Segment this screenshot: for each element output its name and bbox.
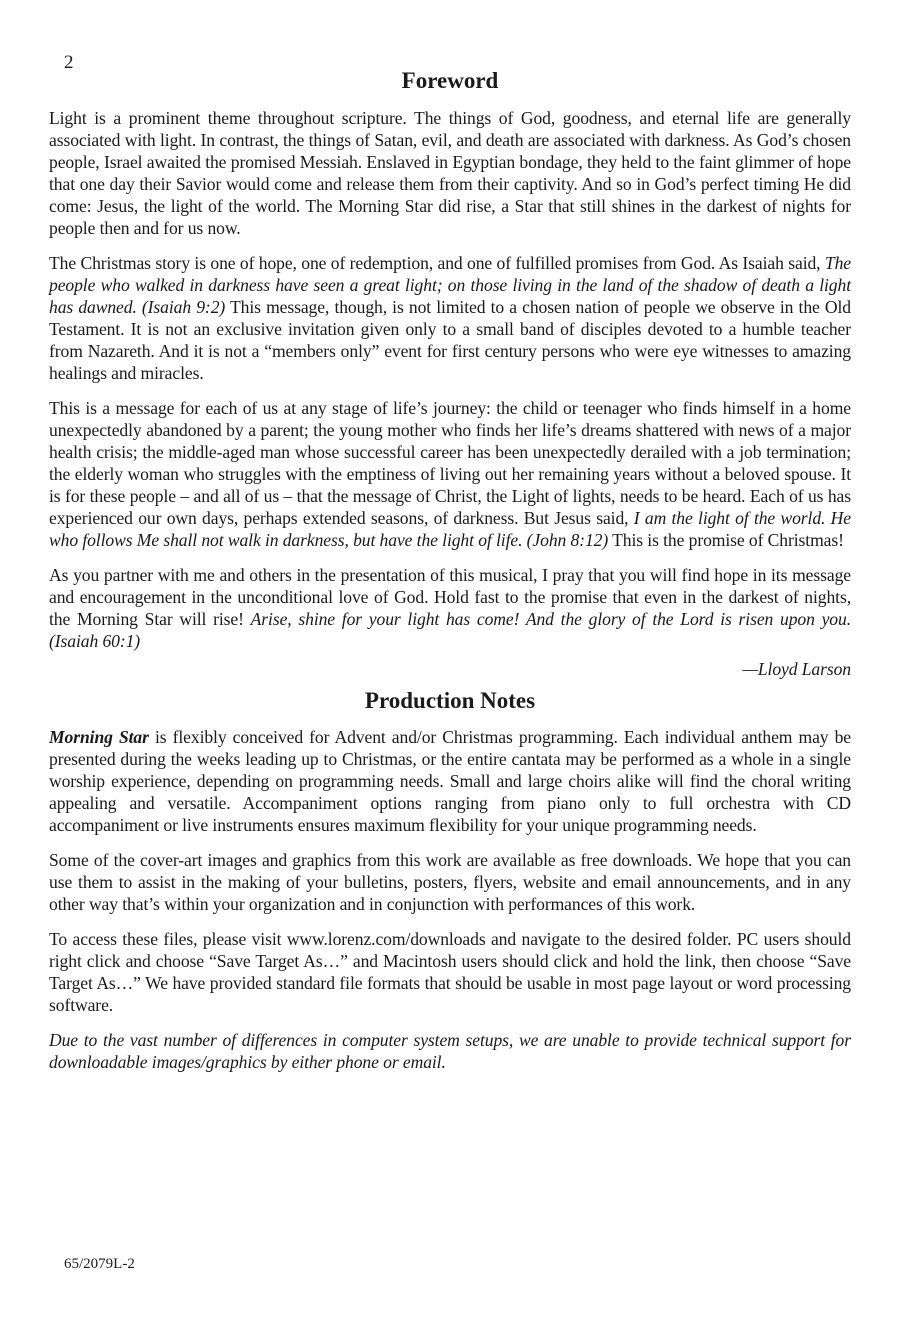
page-number: 2 bbox=[64, 52, 74, 73]
page-content bbox=[49, 66, 851, 1086]
disclaimer-text: Due to the vast number of differences in computer system setups, we are unable to provide technical support for downloadable images/graphics by either phone or email. bbox=[49, 1030, 851, 1072]
text-run: is flexibly conceived for Advent and/or Christmas programming. Each individual anthem may be presented during the weeks leading up to Christmas, or the entire cantata may be performed as a whole in a single worship experience, depending on programming needs. Small and large choirs alike will find the choral writing appealing and versatile. Accompaniment options ranging from piano only to full orchestra with CD accompaniment or live instruments ensures maximum flexibility for your unique programming needs. bbox=[49, 727, 851, 835]
production-notes-paragraph-2: Some of the cover-art images and graphics from this work are available as free downloads. We hope that you can use them to assist in the making of your bulletins, posters, flyers, website and email announcements, and in any other way that’s within your organization and in conjunction with performances of this work. bbox=[49, 850, 851, 914]
production-notes-disclaimer bbox=[49, 1029, 851, 1073]
foreword-heading: Foreword bbox=[401, 68, 499, 93]
text-run: The Christmas story is one of hope, one of redemption, and one of fulfilled promises from God. As Isaiah said, bbox=[49, 253, 825, 273]
production-notes-paragraph-3: To access these files, please visit www.lorenz.com/downloads and navigate to the desired folder. PC users should right click and choose “Save Target As…” and Macintosh users should click and hold the link, then choose “Save Target As…” We have provided standard file formats that should be usable in most page layout or word processing software. bbox=[49, 929, 851, 1015]
text-run: This message, though, is not limited to a chosen nation of people we observe in the Old Testament. It is not an exclusive invitation given only to a small band of disciples devoted to a humble teacher from Nazareth. And it is not a “members only” event for first century persons who were eye witnesses to amazing healings and miracles. bbox=[49, 297, 851, 383]
foreword-paragraph-4 bbox=[49, 564, 851, 652]
author-signature: —Lloyd Larson bbox=[742, 659, 851, 679]
foreword-paragraph-2 bbox=[49, 252, 851, 384]
scripture-quote: The people who walked in darkness have seen a great light; on those living in the land of the shadow of death a light has dawned. (Isaiah 9:2) bbox=[49, 253, 851, 317]
text-run: This is the promise of Christmas! bbox=[608, 530, 844, 550]
production-notes-heading: Production Notes bbox=[364, 688, 536, 713]
production-notes-paragraph-1 bbox=[49, 726, 851, 836]
catalog-code: 65/2079L-2 bbox=[64, 1256, 135, 1272]
text-run: As you partner with me and others in the presentation of this musical, I pray that you will find hope in its message and encouragement in the unconditional love of God. Hold fast to the promise that even in the darkest of nights, the Morning Star will rise! bbox=[49, 565, 851, 629]
scripture-quote: Arise, shine for your light has come! And the glory of the Lord is risen upon you. (Isaiah 60:1) bbox=[49, 609, 851, 651]
foreword-paragraph-1: Light is a prominent theme throughout scripture. The things of God, goodness, and eternal life are generally associated with light. In contrast, the things of Satan, evil, and death are associated with darkness. As God’s chosen people, Israel awaited the promised Messiah. Enslaved in Egyptian bondage, they held to the faint glimmer of hope that one day their Savior would come and release them from their captivity. And so in God’s perfect timing He did come: Jesus, the light of the world. The Morning Star did rise, a Star that still shines in the darkest of nights for people then and for us now. bbox=[49, 108, 851, 238]
work-title: Morning Star bbox=[49, 727, 149, 747]
text-run: This is a message for each of us at any stage of life’s journey: the child or teenager who finds himself in a home unexpectedly abandoned by a parent; the young mother who finds her life’s dreams shattered with news of a major health crisis; the middle-aged man whose successful career has been unexpectedly derailed with a job termination; the elderly woman who struggles with the emptiness of living out her remaining years without a beloved spouse. It is for these people – and all of us – that the message of Christ, the Light of lights, needs to be heard. Each of us has experienced our own days, perhaps extended seasons, of darkness. But Jesus said, bbox=[49, 398, 851, 528]
scripture-quote: I am the light of the world. He who follows Me shall not walk in darkness, but have the light of life. (John 8:12) bbox=[49, 508, 851, 550]
foreword-paragraph-3 bbox=[49, 397, 851, 551]
